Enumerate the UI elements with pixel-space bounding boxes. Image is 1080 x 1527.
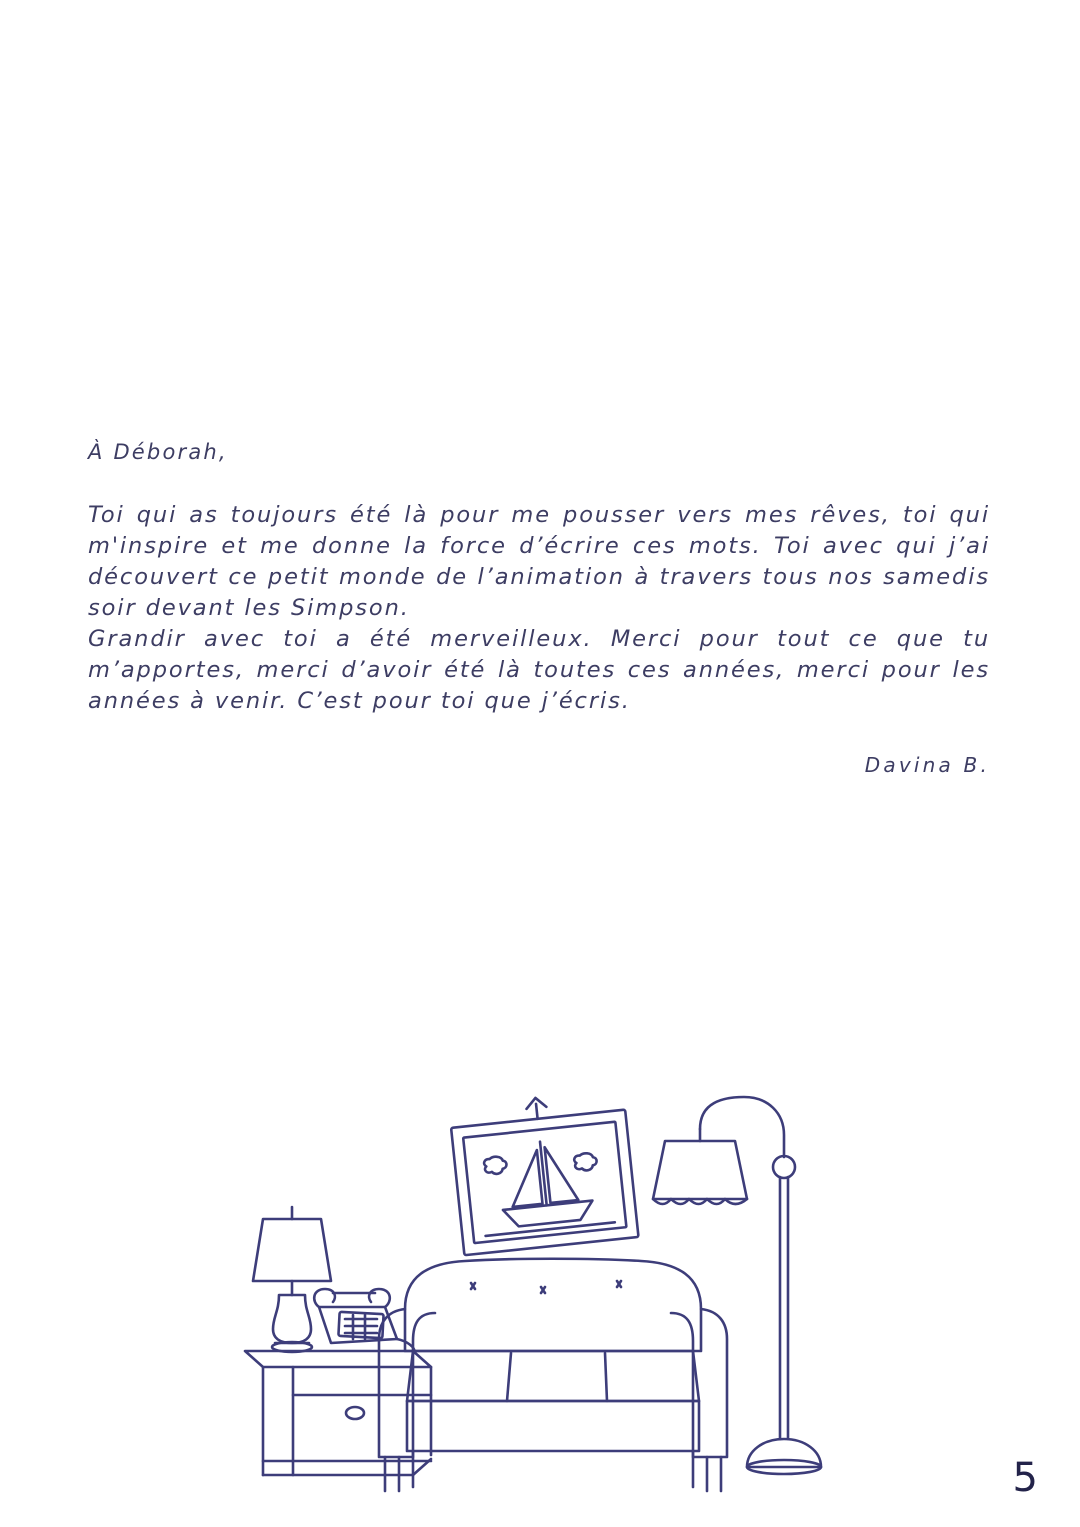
floor-lamp (653, 1097, 821, 1474)
dedication-signature: Davina B. (864, 753, 990, 777)
table-lamp (253, 1207, 331, 1352)
dedication-paragraph-1: Toi qui as toujours été là pour me pousser vers mes rêves, toi qui m'inspire et me donne la force d’écrire ces mots. Toi avec qui j’ai découvert ce petit monde de l’animation à travers tous nos samedis soir devant les Simpson. (88, 502, 990, 621)
rotary-telephone (314, 1289, 415, 1353)
dedication-salutation: À Déborah, (88, 440, 228, 464)
dedication-block (88, 440, 990, 717)
living-room-illustration (235, 1095, 855, 1495)
framed-sailboat-picture (449, 1095, 639, 1255)
dedication-paragraph-2: Grandir avec toi a été merveilleux. Merci pour tout ce que tu m’apportes, merci d’avoir été là toutes ces années, merci pour les années à venir. C’est pour toi que j’écris. (88, 626, 990, 714)
page-number: 5 (1012, 1455, 1038, 1501)
